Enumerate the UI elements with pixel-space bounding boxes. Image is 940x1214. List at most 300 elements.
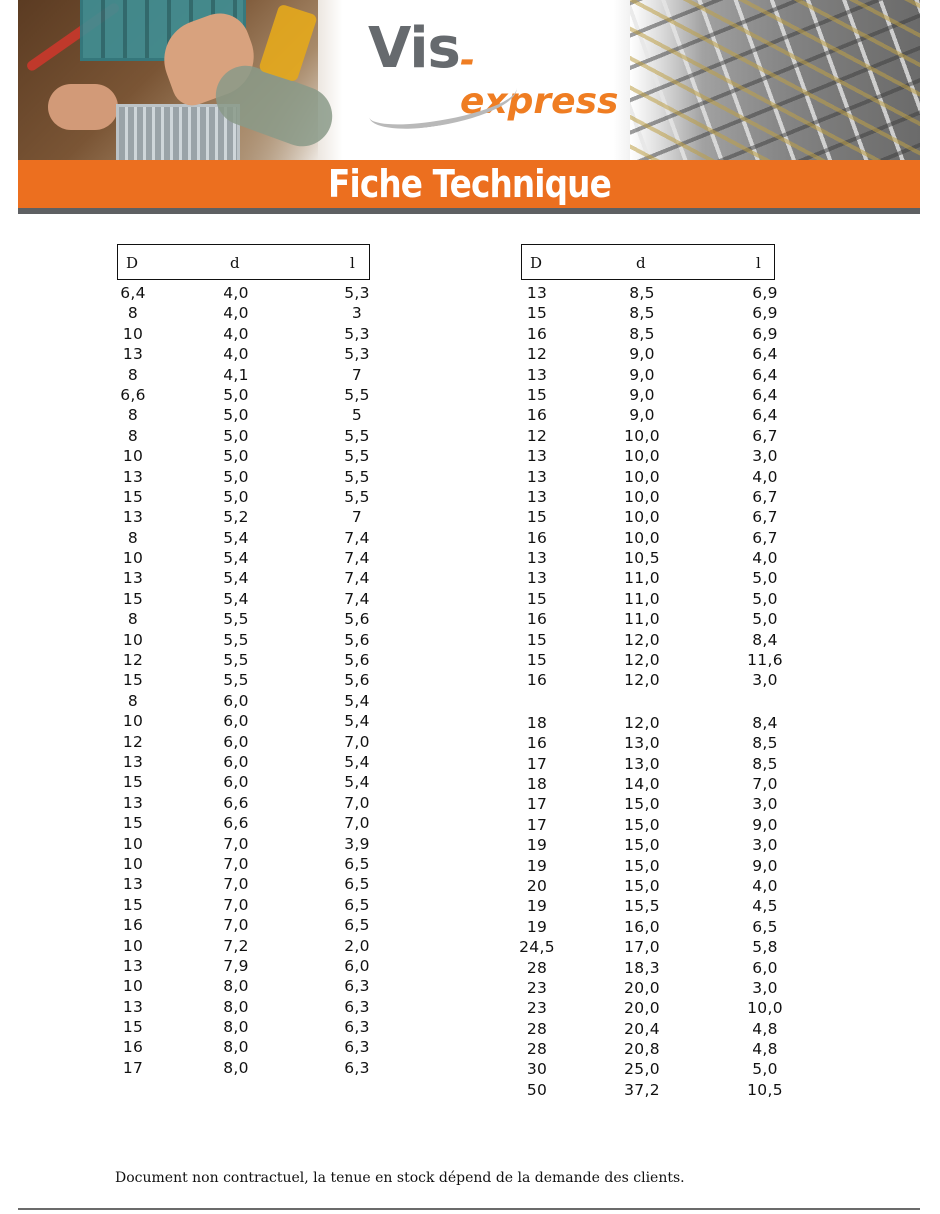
- table-row: [117, 569, 370, 589]
- table-row: [521, 426, 778, 447]
- workshop-photo: [18, 0, 318, 160]
- table-row: [117, 610, 370, 630]
- cell-D: 28: [526, 1040, 548, 1059]
- cell-D: 10: [122, 549, 144, 568]
- cell-D: 10: [122, 936, 144, 955]
- table-row: [521, 324, 778, 345]
- cell-D: 13: [526, 284, 548, 302]
- cell-l: 5,0: [752, 569, 778, 588]
- cell-l: 5,5: [344, 426, 370, 445]
- cell-D: 6,6: [120, 385, 146, 404]
- cell-d: 5,5: [223, 651, 249, 670]
- cell-D: 8: [127, 365, 139, 384]
- screws-photo: [630, 0, 920, 160]
- cell-l: 3,0: [752, 671, 778, 690]
- cell-D: 16: [526, 734, 548, 753]
- header-l: l: [756, 254, 761, 272]
- cell-l: 3,0: [752, 978, 778, 997]
- table-row: [521, 917, 778, 938]
- cell-l: 4,8: [752, 1019, 778, 1038]
- cell-l: 8,5: [752, 734, 778, 753]
- cell-D: 16: [526, 324, 548, 343]
- spec-table-right: [519, 244, 783, 1101]
- cell-D: 15: [122, 895, 144, 914]
- cell-D: 10: [122, 854, 144, 873]
- cell-D: 13: [122, 467, 144, 486]
- cell-D: 8: [127, 426, 139, 445]
- cell-l: 4,8: [752, 1040, 778, 1059]
- cell-D: 13: [122, 569, 144, 588]
- cell-d: 12,0: [624, 671, 660, 690]
- cell-d: 9,0: [629, 385, 655, 404]
- cell-D: 10: [122, 630, 144, 649]
- cell-d: 12,0: [624, 713, 660, 732]
- cell-D: 15: [526, 589, 548, 608]
- cell-d: 25,0: [624, 1060, 660, 1079]
- header-d: d: [636, 254, 646, 272]
- disclaimer-note: Document non contractuel, la tenue en stock dépend de la demande des clients.: [115, 1170, 685, 1186]
- table-row: [117, 447, 370, 467]
- cell-d: 15,5: [624, 897, 660, 916]
- cell-d: 4,0: [223, 345, 249, 364]
- cell-D: 28: [526, 1019, 548, 1038]
- cell-l: 3,0: [752, 795, 778, 814]
- table-row: [521, 549, 778, 569]
- cell-D: 13: [526, 549, 548, 568]
- header-banner: [18, 0, 920, 160]
- cell-d: 10,0: [624, 487, 660, 506]
- cell-d: 8,0: [223, 1018, 249, 1037]
- cell-D: 10: [122, 712, 144, 731]
- table-row: [117, 712, 370, 732]
- table-row: [521, 713, 778, 734]
- cell-d: 10,0: [624, 508, 660, 527]
- cell-D: 17: [526, 795, 548, 814]
- table-row: [521, 876, 778, 897]
- cell-l: 6,7: [752, 426, 778, 445]
- table-row: [521, 1040, 778, 1060]
- cell-d: 11,0: [624, 569, 660, 588]
- table-row: [521, 754, 778, 775]
- cell-l: 5,3: [344, 284, 370, 302]
- cell-d: 5,5: [223, 671, 249, 690]
- cell-D: 23: [526, 999, 548, 1018]
- cell-D: 15: [526, 508, 548, 527]
- page-title: Fiche Technique: [327, 162, 611, 206]
- cell-l: 7: [351, 365, 363, 384]
- table-row: [117, 733, 370, 753]
- cell-d: 5,2: [223, 508, 249, 527]
- title-divider: [18, 208, 920, 214]
- cell-l: 11,6: [747, 651, 783, 670]
- cell-d: 10,0: [624, 467, 660, 486]
- title-bar: [18, 160, 920, 208]
- cell-D: 24,5: [519, 938, 555, 957]
- cell-d: 5,5: [223, 610, 249, 629]
- table-row: [521, 856, 778, 877]
- cell-d: 15,0: [624, 795, 660, 814]
- cell-D: 10: [122, 324, 144, 343]
- cell-D: 50: [526, 1080, 548, 1099]
- table-row: [117, 998, 370, 1018]
- cell-l: 5,0: [752, 589, 778, 608]
- table-row: [117, 937, 370, 957]
- cell-D: 16: [526, 406, 548, 425]
- cell-d: 5,0: [223, 467, 249, 486]
- table-row: [117, 304, 370, 324]
- cell-d: 5,4: [223, 569, 249, 588]
- cell-D: 8: [127, 610, 139, 629]
- table-row: [521, 447, 778, 467]
- cell-d: 12,0: [624, 651, 660, 670]
- table-row: [117, 427, 370, 447]
- cell-D: 19: [526, 836, 548, 855]
- cell-l: 9,0: [752, 815, 778, 834]
- cell-l: 5,6: [344, 671, 370, 690]
- table-row: [117, 488, 370, 508]
- table-row: [117, 284, 370, 304]
- cell-d: 15,0: [624, 876, 660, 895]
- cell-D: 13: [526, 467, 548, 486]
- hand-graphic: [48, 84, 118, 130]
- cell-l: 4,0: [752, 876, 778, 895]
- table-body-part1: [521, 284, 783, 692]
- cell-l: 6,3: [344, 1058, 370, 1077]
- cell-d: 7,0: [223, 875, 249, 894]
- cell-l: 6,4: [752, 385, 778, 404]
- table-row: [117, 325, 370, 345]
- cell-l: 5,5: [344, 447, 370, 466]
- cell-l: 7,0: [344, 732, 370, 751]
- cell-l: 5,6: [344, 651, 370, 670]
- table-row: [117, 875, 370, 895]
- cell-D: 12: [122, 651, 144, 670]
- cell-D: 16: [122, 1038, 144, 1057]
- cell-D: 13: [122, 793, 144, 812]
- cell-l: 6,4: [752, 406, 778, 425]
- cell-d: 15,0: [624, 856, 660, 875]
- table-row: [521, 897, 778, 917]
- cell-d: 8,0: [223, 977, 249, 996]
- table-row: [521, 345, 778, 365]
- cell-l: 4,0: [752, 467, 778, 486]
- cell-l: 6,3: [344, 977, 370, 996]
- table-row: [117, 916, 370, 936]
- cell-d: 16,0: [624, 917, 660, 936]
- cell-D: 15: [122, 671, 144, 690]
- cell-l: 6,4: [752, 365, 778, 384]
- table-row: [521, 978, 778, 999]
- header-D: D: [126, 254, 139, 272]
- cell-d: 20,0: [624, 978, 660, 997]
- table-row: [519, 938, 778, 958]
- cell-d: 7,0: [223, 916, 249, 935]
- cell-D: 28: [526, 958, 548, 977]
- cell-d: 9,0: [629, 365, 655, 384]
- cell-D: 18: [526, 774, 548, 793]
- cell-l: 8,4: [752, 630, 778, 649]
- cell-l: 6,9: [752, 324, 778, 343]
- cell-l: 7,4: [344, 569, 370, 588]
- table-row: [521, 385, 778, 406]
- cell-d: 17,0: [624, 938, 660, 957]
- table-row: [117, 692, 370, 712]
- cell-D: 19: [526, 897, 548, 916]
- cell-l: 6,3: [344, 997, 370, 1016]
- cell-d: 8,0: [223, 1058, 249, 1077]
- cell-D: 16: [122, 916, 144, 935]
- cell-d: 4,0: [223, 304, 249, 323]
- cell-D: 8: [127, 406, 139, 425]
- cell-D: 13: [122, 752, 144, 771]
- cell-l: 4,5: [752, 897, 778, 916]
- cell-d: 8,0: [223, 1038, 249, 1057]
- table-header: [117, 244, 370, 280]
- cell-d: 9,0: [629, 406, 655, 425]
- cell-l: 5,8: [752, 938, 778, 957]
- cell-D: 13: [122, 345, 144, 364]
- cell-d: 15,0: [624, 815, 660, 834]
- cell-l: 6,5: [344, 895, 370, 914]
- cell-l: 6,7: [752, 508, 778, 527]
- cell-d: 9,0: [629, 345, 655, 364]
- cell-l: 6,9: [752, 284, 778, 302]
- cell-l: 5,0: [752, 610, 778, 629]
- cell-d: 5,0: [223, 385, 249, 404]
- cell-d: 6,0: [223, 752, 249, 771]
- cell-D: 23: [526, 978, 548, 997]
- spec-table-left: [117, 244, 370, 1079]
- cell-l: 7,4: [344, 528, 370, 547]
- table-row: [521, 406, 778, 426]
- cell-d: 4,0: [223, 324, 249, 343]
- table-row: [521, 795, 778, 815]
- table-row: [117, 386, 370, 406]
- cell-D: 8: [127, 691, 139, 710]
- header-d: d: [230, 254, 240, 272]
- table-row: [521, 999, 783, 1019]
- cell-D: 13: [526, 447, 548, 466]
- cell-l: 3,0: [752, 447, 778, 466]
- table-row: [117, 406, 370, 426]
- table-row: [117, 468, 370, 488]
- table-row: [117, 508, 370, 528]
- cell-D: 13: [526, 365, 548, 384]
- cell-l: 5,4: [344, 691, 370, 710]
- table-row: [117, 671, 370, 691]
- cell-l: 5,5: [344, 385, 370, 404]
- table-row: [521, 528, 778, 549]
- table-row: [117, 957, 370, 977]
- cell-D: 13: [526, 487, 548, 506]
- table-row: [117, 651, 370, 671]
- cell-d: 5,5: [223, 630, 249, 649]
- cell-D: 19: [526, 856, 548, 875]
- table-gap: [521, 692, 775, 710]
- cell-l: 5,4: [344, 773, 370, 792]
- cell-D: 15: [122, 1018, 144, 1037]
- cell-d: 11,0: [624, 589, 660, 608]
- cell-d: 4,1: [223, 365, 249, 384]
- cell-l: 6,7: [752, 487, 778, 506]
- cell-l: 5,4: [344, 712, 370, 731]
- cell-D: 15: [122, 589, 144, 608]
- cell-d: 11,0: [624, 610, 660, 629]
- cell-D: 16: [526, 528, 548, 547]
- table-row: [521, 815, 778, 836]
- table-row: [521, 569, 778, 589]
- table-body: [117, 284, 370, 1079]
- header-l: l: [350, 254, 355, 272]
- cell-l: 3: [351, 304, 363, 323]
- cell-l: 6,9: [752, 304, 778, 323]
- cell-D: 15: [122, 773, 144, 792]
- cell-l: 6,7: [752, 528, 778, 547]
- cell-d: 5,4: [223, 528, 249, 547]
- cell-l: 6,5: [344, 875, 370, 894]
- cell-d: 7,0: [223, 854, 249, 873]
- cell-d: 5,0: [223, 487, 249, 506]
- cell-d: 6,0: [223, 773, 249, 792]
- cell-d: 13,0: [624, 754, 660, 773]
- cell-d: 13,0: [624, 734, 660, 753]
- cell-d: 7,2: [223, 936, 249, 955]
- cell-d: 7,0: [223, 895, 249, 914]
- cell-d: 10,0: [624, 447, 660, 466]
- cell-D: 12: [526, 345, 548, 364]
- cell-l: 5,3: [344, 345, 370, 364]
- cell-d: 5,0: [223, 447, 249, 466]
- header-D: D: [530, 254, 543, 272]
- cell-d: 7,0: [223, 834, 249, 853]
- tool-graphic: [258, 4, 318, 83]
- table-row: [521, 734, 778, 754]
- cell-D: 17: [526, 754, 548, 773]
- cell-D: 20: [526, 876, 548, 895]
- table-row: [117, 814, 370, 834]
- cell-l: 3,9: [344, 834, 370, 853]
- cell-l: 4,0: [752, 549, 778, 568]
- cell-d: 10,0: [624, 426, 660, 445]
- cell-D: 30: [526, 1060, 548, 1079]
- cell-D: 6,4: [120, 284, 146, 302]
- cell-d: 10,0: [624, 528, 660, 547]
- cell-l: 5,6: [344, 630, 370, 649]
- table-row: [117, 753, 370, 773]
- cell-D: 17: [526, 815, 548, 834]
- cell-l: 7,4: [344, 589, 370, 608]
- cell-D: 16: [526, 671, 548, 690]
- cell-D: 12: [122, 732, 144, 751]
- cell-l: 5,4: [344, 752, 370, 771]
- cell-D: 15: [526, 651, 548, 670]
- cell-D: 15: [526, 385, 548, 404]
- cell-d: 5,4: [223, 589, 249, 608]
- table-row: [117, 631, 370, 651]
- table-row: [521, 508, 778, 528]
- cell-l: 9,0: [752, 856, 778, 875]
- table-row: [117, 896, 370, 916]
- cell-d: 5,0: [223, 426, 249, 445]
- cell-D: 13: [122, 508, 144, 527]
- logo-main-text: Vis: [368, 16, 460, 81]
- table-row: [521, 487, 778, 508]
- cell-D: 15: [122, 814, 144, 833]
- cell-l: 6,4: [752, 345, 778, 364]
- cell-l: 8,4: [752, 713, 778, 732]
- cell-d: 6,0: [223, 691, 249, 710]
- cell-d: 20,4: [624, 1019, 660, 1038]
- table-row: [521, 1019, 778, 1040]
- table-row: [521, 836, 778, 856]
- cell-D: 12: [526, 426, 548, 445]
- table-header: [521, 244, 775, 280]
- table-row: [117, 855, 370, 875]
- footer-divider: [18, 1208, 920, 1210]
- cell-d: 6,0: [223, 712, 249, 731]
- cell-l: 6,3: [344, 1018, 370, 1037]
- cell-d: 12,0: [624, 630, 660, 649]
- table-row: [117, 345, 370, 365]
- cell-D: 10: [122, 977, 144, 996]
- cell-l: 7,0: [752, 774, 778, 793]
- cell-D: 13: [122, 997, 144, 1016]
- table-row: [117, 1059, 370, 1079]
- table-row: [521, 589, 778, 610]
- table-row: [521, 284, 778, 304]
- table-row: [117, 549, 370, 569]
- cell-d: 8,5: [629, 324, 655, 343]
- table-row: [117, 366, 370, 386]
- cell-D: 8: [127, 528, 139, 547]
- cell-l: 6,3: [344, 1038, 370, 1057]
- table-row: [521, 304, 778, 324]
- cell-l: 10,5: [747, 1080, 783, 1099]
- table-row: [117, 1018, 370, 1038]
- cell-l: 5,3: [344, 324, 370, 343]
- table-row: [521, 774, 778, 795]
- cell-l: 7,0: [344, 814, 370, 833]
- cell-l: 5,5: [344, 467, 370, 486]
- cell-d: 7,9: [223, 956, 249, 975]
- cell-d: 6,6: [223, 793, 249, 812]
- table-body-part2: [519, 713, 783, 1101]
- table-row: [117, 590, 370, 610]
- table-row: [521, 958, 778, 979]
- cell-d: 37,2: [624, 1080, 660, 1099]
- cell-d: 15,0: [624, 836, 660, 855]
- brand-logo: [368, 16, 628, 122]
- cell-d: 6,0: [223, 732, 249, 751]
- cell-d: 20,0: [624, 999, 660, 1018]
- cell-d: 20,8: [624, 1040, 660, 1059]
- cell-d: 8,5: [629, 284, 655, 302]
- cell-l: 6,5: [344, 916, 370, 935]
- cell-D: 15: [526, 630, 548, 649]
- cell-l: 7,4: [344, 549, 370, 568]
- cell-l: 8,5: [752, 754, 778, 773]
- table-row: [117, 773, 370, 793]
- cell-d: 8,0: [223, 997, 249, 1016]
- cell-D: 13: [122, 956, 144, 975]
- table-row: [521, 1060, 778, 1080]
- table-row: [521, 467, 778, 488]
- cell-d: 5,0: [223, 406, 249, 425]
- cell-D: 15: [526, 304, 548, 323]
- cell-l: 6,5: [344, 854, 370, 873]
- cell-D: 16: [526, 610, 548, 629]
- table-row: [117, 794, 370, 814]
